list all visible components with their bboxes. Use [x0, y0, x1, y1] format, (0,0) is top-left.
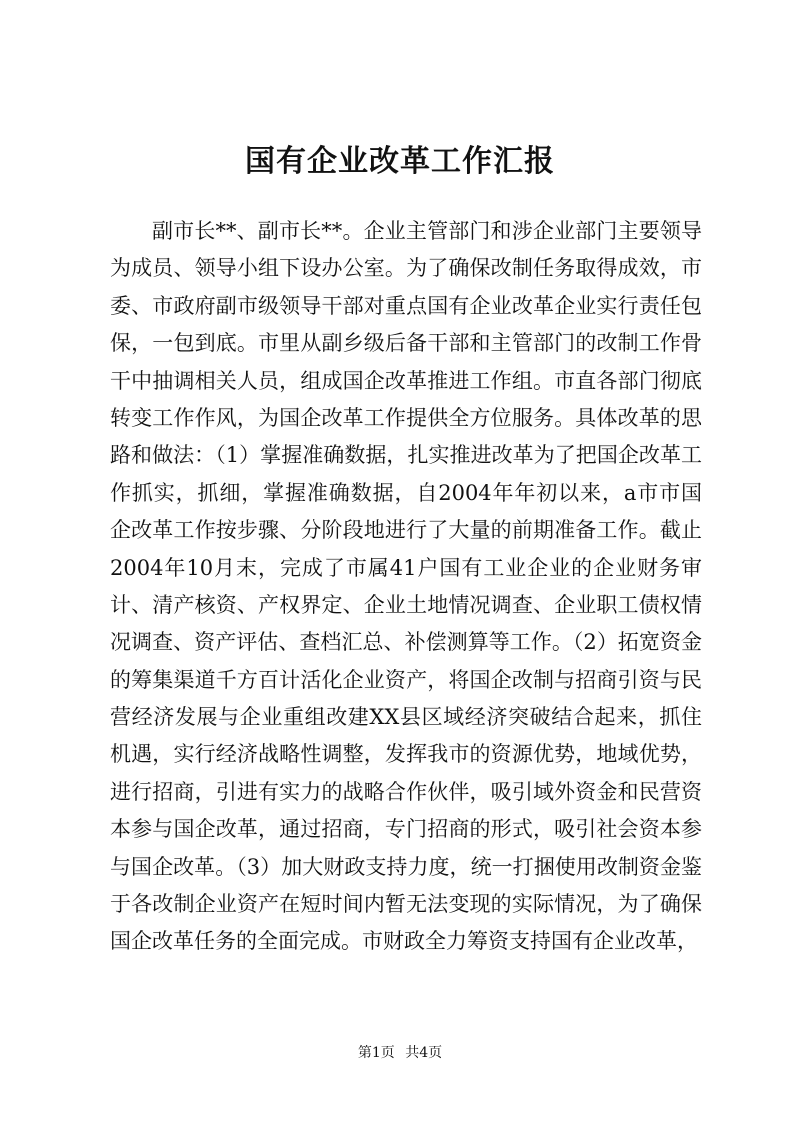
body-line: 保，一包到底。市里从副乡级后备干部和主管部门的改制工作骨 [110, 331, 702, 356]
body-line: 国企改革任务的全面完成。市财政全力筹资支持国有企业改革， [110, 929, 698, 954]
body-line: 况调查、资产评估、查档汇总、补偿测算等工作。（2）拓宽资金 [110, 630, 702, 655]
body-line: 副市长**、副市长**。企业主管部门和涉企业部门主要领导 [152, 219, 702, 243]
page-total: 共4页 [405, 1045, 443, 1061]
body-line: 本参与国企改革，通过招商，专门招商的形式，吸引社会资本参 [110, 817, 702, 842]
body-line: 企改革工作按步骤、分阶段地进行了大量的前期准备工作。截止 [110, 518, 702, 543]
page-footer [0, 1043, 800, 1063]
body-line: 进行招商，引进有实力的战略合作伙伴，吸引域外资金和民营资 [110, 779, 702, 804]
body-line: 转变工作作风，为国企改革工作提供全方位服务。具体改革的思 [110, 405, 702, 430]
document-title: 国有企业改革工作汇报 [245, 144, 555, 179]
body-line: 2004年10月末，完成了市属41户国有工业企业的企业财务审 [110, 555, 702, 580]
body-line: 作抓实，抓细，掌握准确数据，自2004年年初以来，a市市国 [110, 480, 702, 505]
body-line: 干中抽调相关人员，组成国企改革推进工作组。市直各部门彻底 [110, 368, 702, 393]
body-line: 的筹集渠道千方百计活化企业资产，将国企改制与招商引资与民 [110, 667, 702, 692]
body-line: 为成员、领导小组下设办公室。为了确保改制任务取得成效，市 [110, 256, 702, 281]
document-body [110, 213, 702, 961]
body-line: 于各改制企业资产在短时间内暂无法变现的实际情况，为了确保 [110, 892, 702, 917]
page-number: 第1页 [357, 1045, 395, 1061]
body-line: 委、市政府副市级领导干部对重点国有企业改革企业实行责任包 [110, 293, 702, 318]
body-line: 路和做法：（1）掌握准确数据，扎实推进改革为了把国企改革工 [110, 443, 702, 468]
body-line: 机遇，实行经济战略性调整，发挥我市的资源优势，地域优势， [110, 742, 702, 767]
body-line: 营经济发展与企业重组改建XX县区域经济突破结合起来，抓住 [110, 705, 702, 730]
body-line: 与国企改革。（3）加大财政支持力度，统一打捆使用改制资金鉴 [110, 854, 702, 879]
body-line: 计、清产核资、产权界定、企业土地情况调查、企业职工债权情 [110, 592, 702, 617]
